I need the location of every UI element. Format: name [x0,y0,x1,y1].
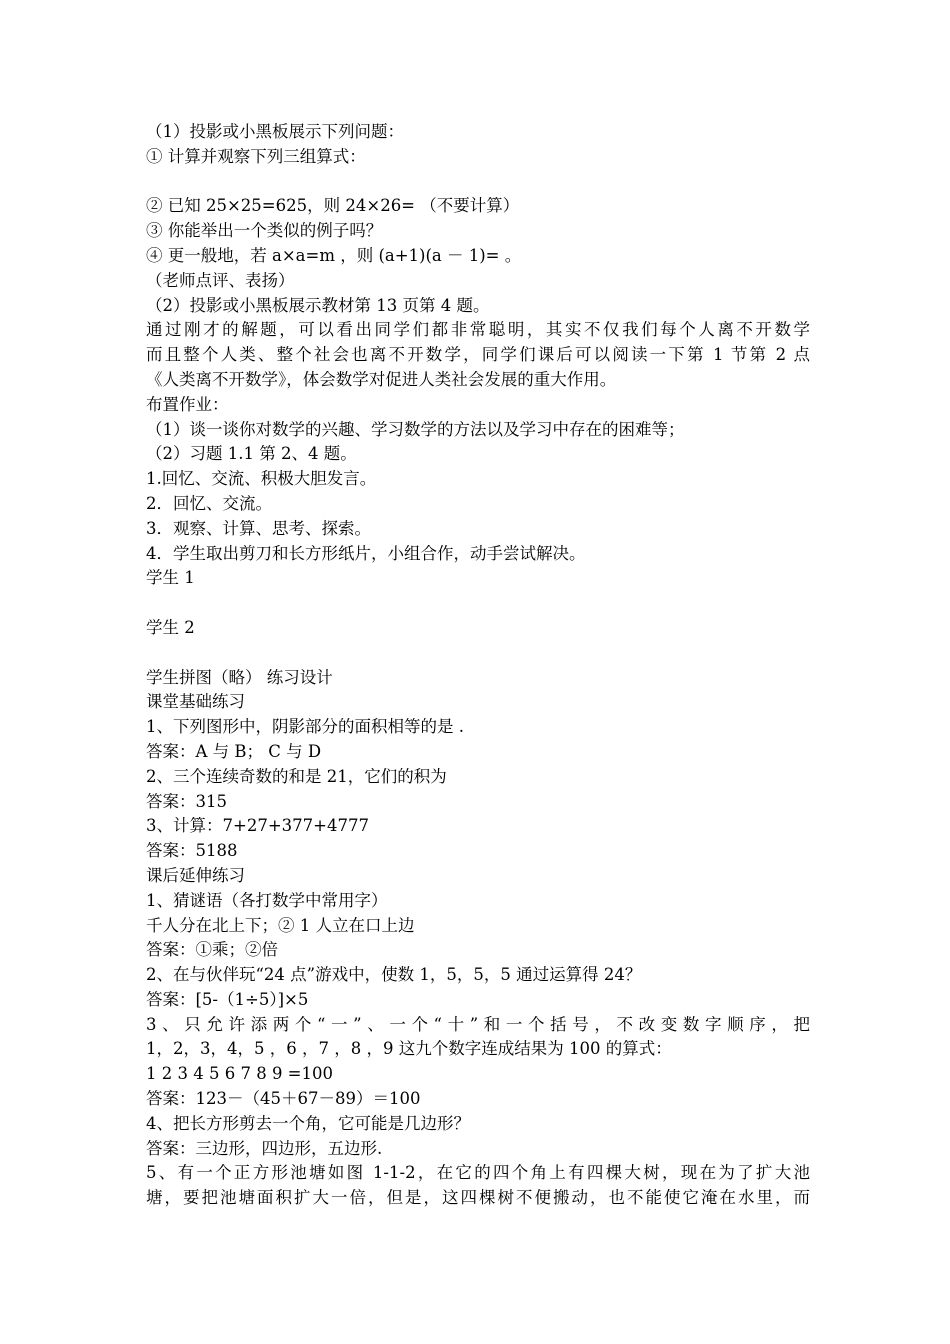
text-line: 千人分在北上下；② 1 人立在口上边 [146,915,415,935]
text-line: 答案：315 [146,791,227,811]
text-line: 课后延伸练习 [146,865,245,885]
text-line: 2、三个连续奇数的和是 21，它们的积为 [146,766,447,786]
text-line: 1.回忆、交流、积极大胆发言。 [146,469,377,489]
text-line: 课堂基础练习 [146,692,245,712]
blank-line [146,170,810,195]
text-line: 答案：①乘；②倍 [146,940,278,960]
text-line: 1，2，3，4，5 ，6 ，7 ，8 ，9 这九个数字连成结果为 100 的算式： [146,1039,672,1059]
text-line: 5、有一个正方形池塘如图 1-1-2，在它的四个角上有四棵大树，现在为了扩大池 [146,1163,810,1183]
text-line: ① 计算并观察下列三组算式： [146,146,366,166]
text-line: 通过刚才的解题，可以看出同学们都非常聪明，其实不仅我们每个人离不开数学 [146,320,810,340]
text-line: 答案：[5-（1÷5）]×5 [146,989,309,1009]
text-line: 3．观察、计算、思考、探索。 [146,518,371,538]
text-line: 1 2 3 4 5 6 7 8 9 =100 [146,1064,334,1084]
text-line: 4、把长方形剪去一个角，它可能是几边形？ [146,1113,470,1133]
text-line: ④ 更一般地，若 a×a=m ，则 (a+1)(a － 1)= 。 [146,245,522,265]
text-line: （老师点评、表扬） [146,270,295,290]
text-line: 答案：A 与 B； C 与 D [146,741,322,761]
text-line: （1）投影或小黑板展示下列问题： [146,122,404,141]
text-line: （1）谈一谈你对数学的兴趣、学习数学的方法以及学习中存在的困难等； [146,419,685,439]
text-line: ② 已知 25×25=625，则 24×26= （不要计算） [146,196,520,216]
text-line: 学生 1 [146,568,195,588]
text-line: 塘，要把池塘面积扩大一倍，但是，这四棵树不便搬动，也不能使它淹在水里，而 [146,1188,810,1208]
text-line: 1、猜谜语（各打数学中常用字） [146,890,388,910]
text-line: 学生拼图（略） 练习设计 [146,667,333,687]
text-line: 2、在与伙伴玩“24 点”游戏中，使数 1，5，5，5 通过运算得 24？ [146,965,642,985]
text-line: 答案：三边形，四边形，五边形. [146,1138,383,1158]
text-line: 答案：123－（45＋67－89）＝100 [146,1089,421,1109]
text-line: （2）投影或小黑板展示教材第 13 页第 4 题。 [146,295,490,315]
text-line: 学生 2 [146,617,195,637]
blank-line [146,641,810,666]
document-body [146,120,810,1211]
text-line: 《人类离不开数学》，体会数学对促进人类社会发展的重大作用。 [146,369,617,389]
text-line: 3、计算：7+27+377+4777 [146,816,369,836]
text-line: 4．学生取出剪刀和长方形纸片，小组合作，动手尝试解决。 [146,543,586,563]
text-line: （2）习题 1.1 第 2、4 题。 [146,444,357,464]
text-line: 2．回忆、交流。 [146,493,272,513]
text-line: 1、下列图形中，阴影部分的面积相等的是 . [146,717,464,737]
text-line: 3、只允许添两个“一”、一个“十”和一个括号，不改变数字顺序，把 [146,1014,810,1034]
text-line: 布置作业： [146,394,229,414]
text-line: 而且整个人类、整个社会也离不开数学，同学们课后可以阅读一下第 1 节第 2 点 [146,345,810,365]
text-line: 答案：5188 [146,841,238,861]
text-line: ③ 你能举出一个类似的例子吗？ [146,221,383,241]
blank-line [146,591,810,616]
